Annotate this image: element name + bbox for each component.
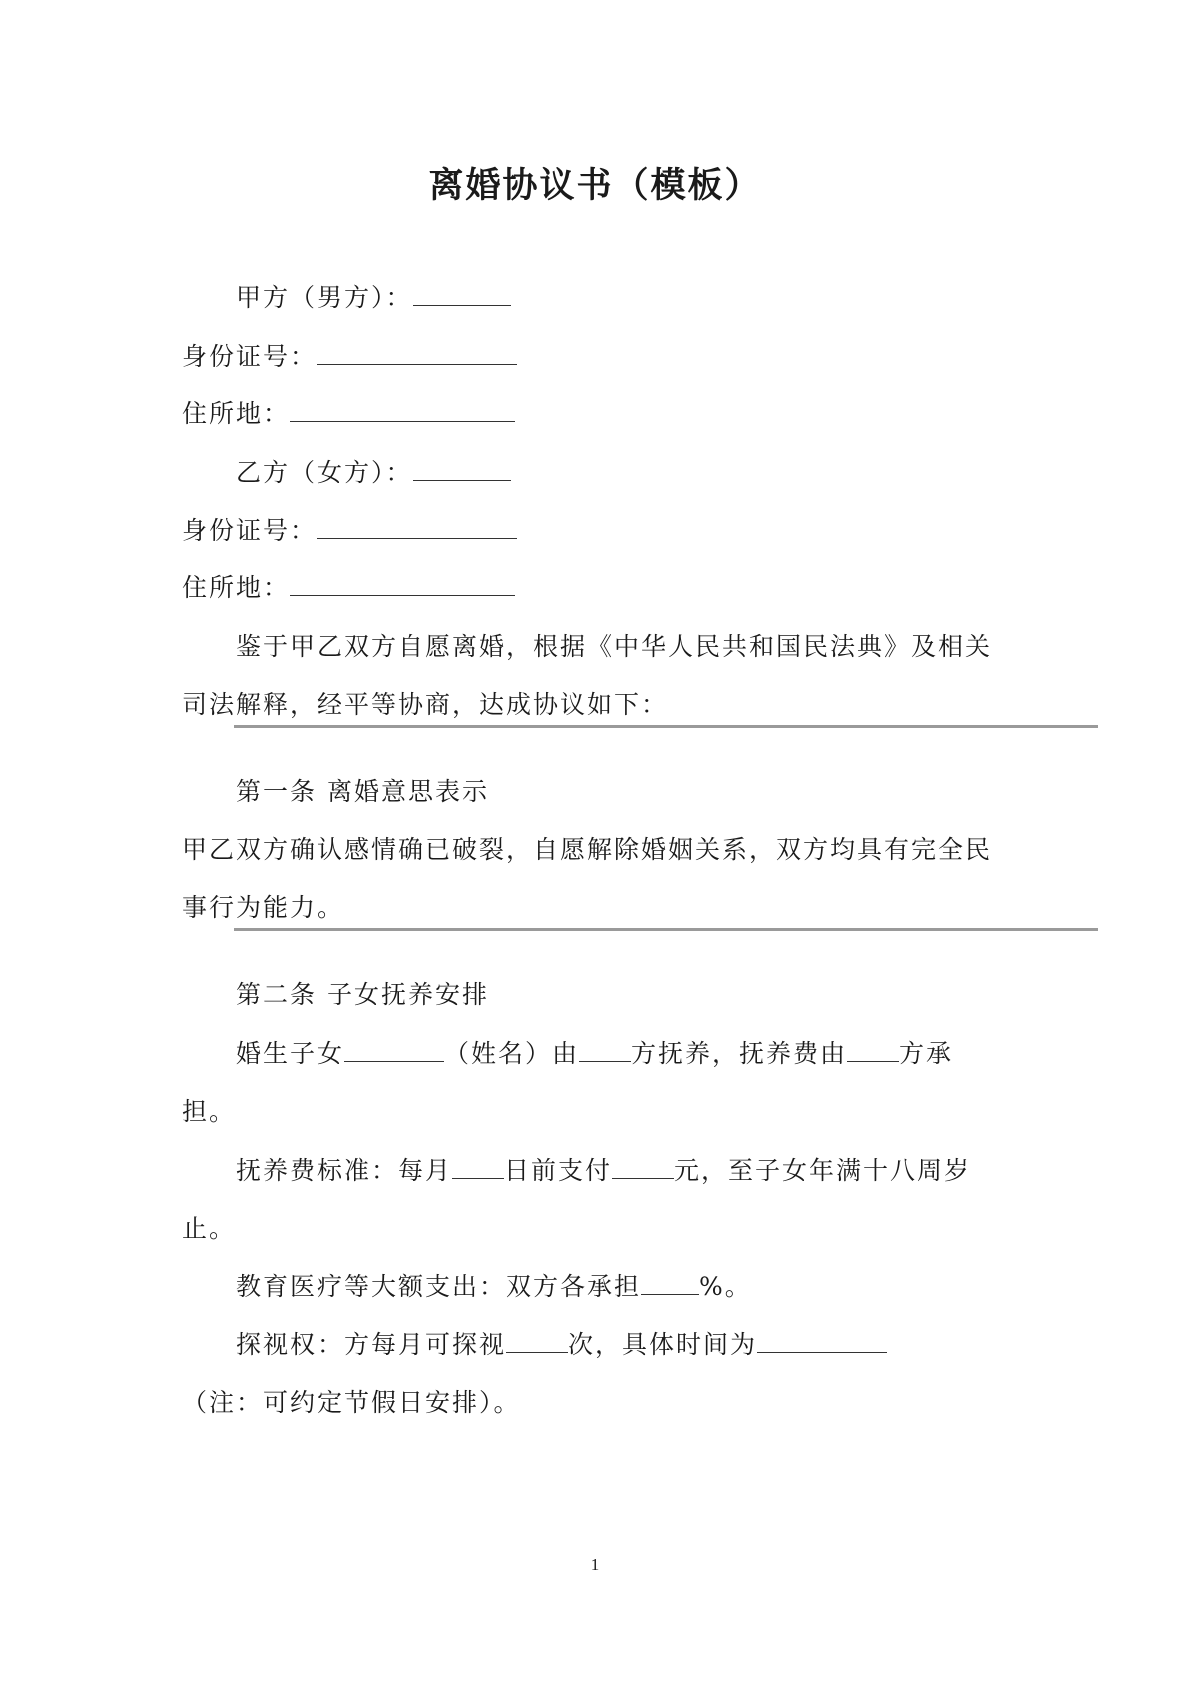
custody-text-2: （姓名）由 <box>444 1039 580 1068</box>
expenses-text-2: %。 <box>699 1272 752 1301</box>
article-1-line-1: 甲乙双方确认感情确已破裂，自愿解除婚姻关系，双方均具有完全民 <box>182 835 993 864</box>
payment-day-blank[interactable] <box>452 1156 504 1179</box>
child-name-blank[interactable] <box>344 1039 444 1062</box>
visit-count-blank[interactable] <box>506 1330 568 1353</box>
article-2-heading: 第二条 子女抚养安排 <box>236 980 489 1009</box>
visitation-line-2: （注：可约定节假日安排）。 <box>182 1388 521 1417</box>
payment-amount-blank[interactable] <box>612 1156 674 1179</box>
party-a-label: 甲方（男方）： <box>236 283 413 312</box>
party-a-address-label: 住所地： <box>182 399 291 428</box>
preamble-line-2: 司法解释，经平等协商，达成协议如下： <box>182 690 669 719</box>
visit-time-blank[interactable] <box>757 1330 887 1353</box>
support-party-blank[interactable] <box>847 1039 899 1062</box>
custody-party-blank[interactable] <box>579 1039 631 1062</box>
page-number: 1 <box>590 1555 600 1574</box>
party-a-id-line <box>182 337 517 373</box>
party-b-address-blank[interactable] <box>290 573 515 596</box>
party-b-label: 乙方（女方）： <box>236 458 413 487</box>
custody-text-1: 婚生子女 <box>236 1039 345 1068</box>
support-line <box>236 1151 971 1187</box>
custody-text-4: 方承 <box>899 1039 954 1068</box>
custody-line-2: 担。 <box>182 1097 237 1126</box>
expenses-line <box>236 1267 752 1303</box>
section-divider <box>234 725 1098 728</box>
expense-percent-blank[interactable] <box>641 1272 699 1295</box>
visitation-text-2: 次，具体时间为 <box>568 1330 758 1359</box>
party-a-name-blank[interactable] <box>413 283 511 306</box>
article-1-line-2: 事行为能力。 <box>182 893 345 922</box>
party-b-address-line <box>182 568 515 604</box>
article-1-heading: 第一条 离婚意思表示 <box>236 777 489 806</box>
party-b-id-line <box>182 511 517 547</box>
party-a-address-blank[interactable] <box>290 399 515 422</box>
support-line-2: 止。 <box>182 1214 237 1243</box>
party-a-line <box>236 278 511 314</box>
visitation-text-1: 探视权：方每月可探视 <box>236 1330 507 1359</box>
party-b-id-label: 身份证号： <box>182 516 318 545</box>
support-text-3: 元，至子女年满十八周岁 <box>674 1156 972 1185</box>
party-a-id-blank[interactable] <box>317 342 517 365</box>
support-text-2: 日前支付 <box>504 1156 613 1185</box>
support-text-1: 抚养费标准：每月 <box>236 1156 453 1185</box>
section-divider <box>234 928 1098 931</box>
visitation-line <box>236 1325 887 1361</box>
expenses-text-1: 教育医疗等大额支出：双方各承担 <box>236 1272 642 1301</box>
party-b-name-blank[interactable] <box>413 458 511 481</box>
party-b-id-blank[interactable] <box>317 516 517 539</box>
party-b-address-label: 住所地： <box>182 573 291 602</box>
party-b-line <box>236 453 511 489</box>
custody-line <box>236 1034 953 1070</box>
document-title: 离婚协议书（模板） <box>428 166 762 206</box>
party-a-address-line <box>182 394 515 430</box>
custody-text-3: 方抚养，抚养费由 <box>631 1039 848 1068</box>
preamble-line-1: 鉴于甲乙双方自愿离婚，根据《中华人民共和国民法典》及相关 <box>236 632 993 661</box>
party-a-id-label: 身份证号： <box>182 342 318 371</box>
